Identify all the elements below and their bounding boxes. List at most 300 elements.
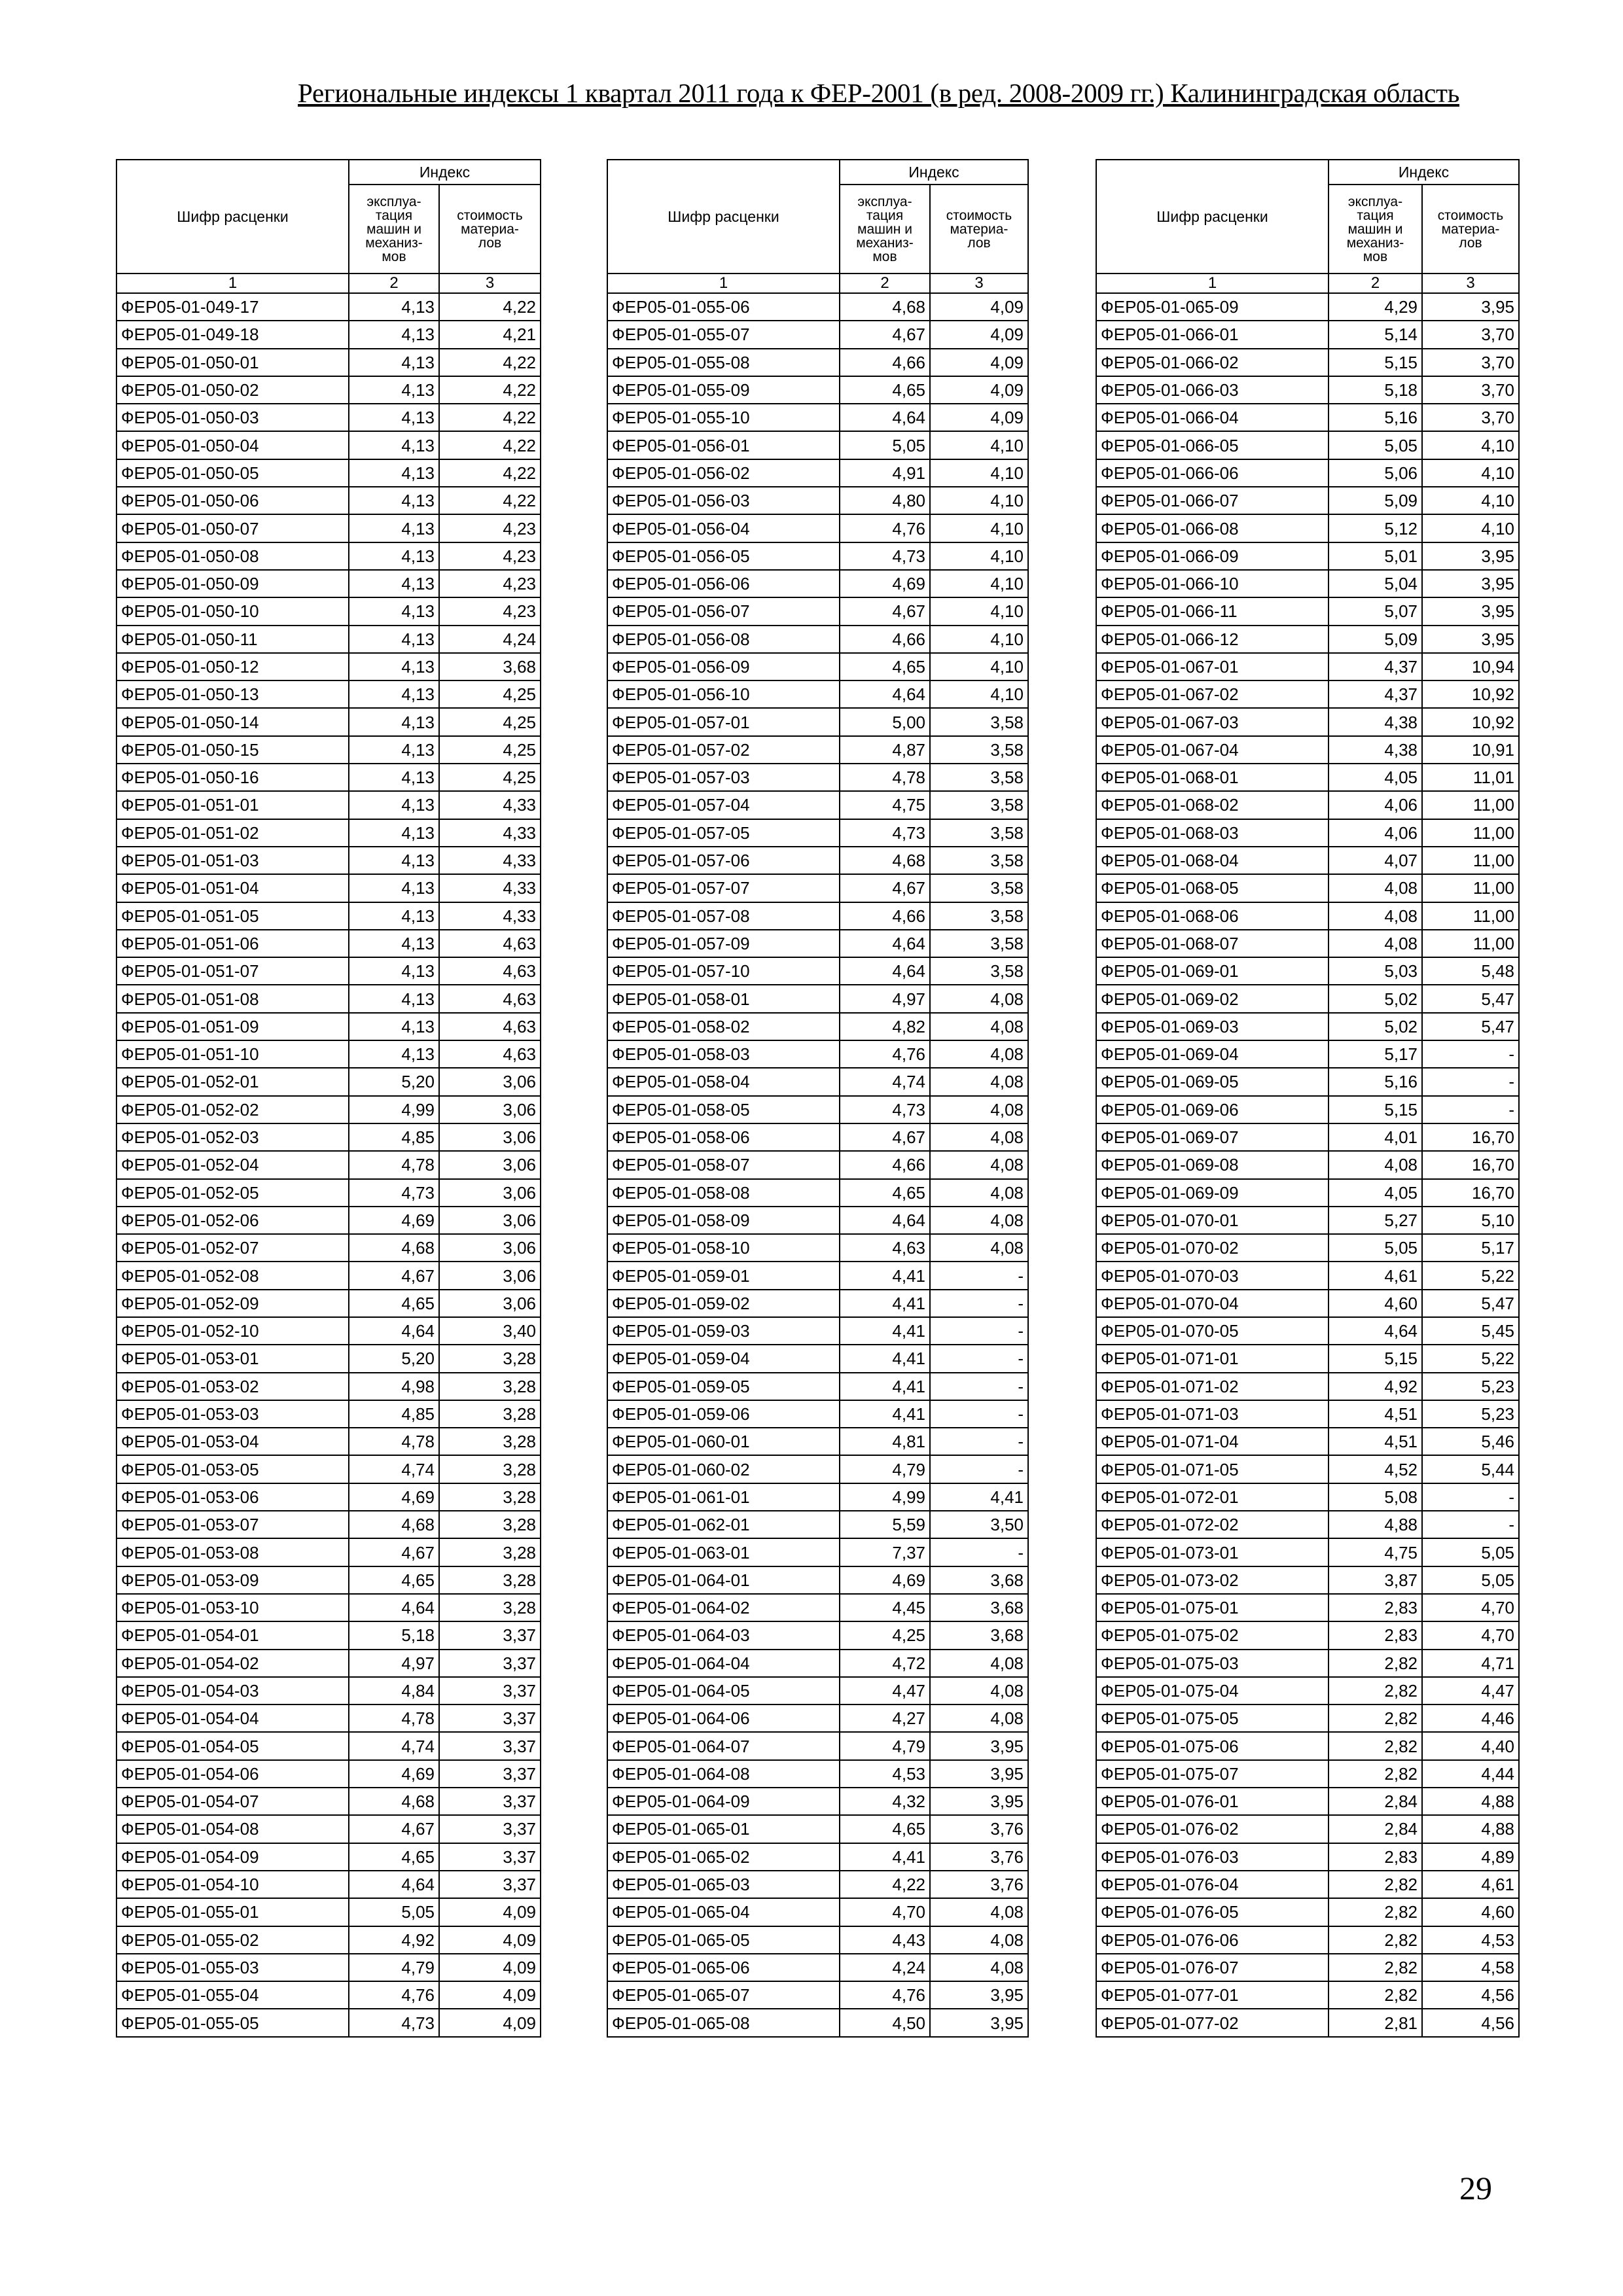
- table-row: [1096, 1871, 1519, 1898]
- machines-index: 4,41: [840, 1262, 930, 1289]
- rate-code: ФЕР05-01-065-01: [607, 1815, 840, 1843]
- table-row: [116, 1455, 541, 1483]
- rate-code: ФЕР05-01-052-04: [116, 1151, 349, 1178]
- materials-index: 3,95: [1422, 293, 1519, 321]
- table-row: [607, 1926, 1028, 1954]
- table-row: [607, 293, 1028, 321]
- rate-code: ФЕР05-01-052-06: [116, 1207, 349, 1234]
- table-row: [116, 1179, 541, 1207]
- table-row: [1096, 1732, 1519, 1759]
- rate-code: ФЕР05-01-070-02: [1096, 1234, 1329, 1262]
- materials-index: 10,91: [1422, 736, 1519, 764]
- machines-index: 4,50: [840, 2009, 930, 2036]
- machines-index: 4,69: [349, 1207, 439, 1234]
- table-row: [116, 1871, 541, 1898]
- machines-index: 4,24: [840, 1954, 930, 1981]
- materials-index: 3,68: [930, 1621, 1028, 1649]
- machines-index: 4,13: [349, 514, 439, 542]
- rate-code: ФЕР05-01-066-02: [1096, 349, 1329, 376]
- rate-code: ФЕР05-01-077-02: [1096, 2009, 1329, 2036]
- table-row: [607, 1207, 1028, 1234]
- table-row: [1096, 1760, 1519, 1788]
- materials-index: 4,08: [930, 1068, 1028, 1095]
- table-row: [116, 1013, 541, 1040]
- machines-index: 4,68: [349, 1234, 439, 1262]
- table-row: [116, 1262, 541, 1289]
- rate-code: ФЕР05-01-066-01: [1096, 321, 1329, 348]
- rate-code: ФЕР05-01-054-06: [116, 1760, 349, 1788]
- machines-index: 5,17: [1329, 1040, 1422, 1068]
- table-row: [116, 1760, 541, 1788]
- machines-index: 4,65: [349, 1566, 439, 1594]
- materials-index: 3,06: [439, 1290, 541, 1317]
- rate-code: ФЕР05-01-076-07: [1096, 1954, 1329, 1981]
- materials-index: 3,06: [439, 1068, 541, 1095]
- table-row: [1096, 459, 1519, 487]
- materials-index: 3,37: [439, 1871, 541, 1898]
- materials-index: 5,22: [1422, 1345, 1519, 1372]
- rate-code: ФЕР05-01-076-03: [1096, 1843, 1329, 1871]
- rate-code: ФЕР05-01-059-04: [607, 1345, 840, 1372]
- machines-index: 4,41: [840, 1400, 930, 1428]
- materials-index: -: [930, 1317, 1028, 1345]
- materials-index: 4,10: [930, 487, 1028, 514]
- materials-index: 3,37: [439, 1650, 541, 1677]
- machines-index: 4,13: [349, 349, 439, 376]
- machines-index: 4,91: [840, 459, 930, 487]
- machines-index: 4,13: [349, 404, 439, 431]
- table-row: [1096, 487, 1519, 514]
- rate-code: ФЕР05-01-064-08: [607, 1760, 840, 1788]
- materials-index: 3,58: [930, 874, 1028, 902]
- rate-code: ФЕР05-01-065-06: [607, 1954, 840, 1981]
- table-row: [607, 1345, 1028, 1372]
- table-row: [116, 514, 541, 542]
- materials-index: 4,89: [1422, 1843, 1519, 1871]
- materials-index: 3,37: [439, 1843, 541, 1871]
- table-row: [116, 1926, 541, 1954]
- materials-index: 3,76: [930, 1871, 1028, 1898]
- table-row: [116, 1621, 541, 1649]
- machines-index: 5,07: [1329, 597, 1422, 625]
- materials-index: 3,06: [439, 1179, 541, 1207]
- machines-index: 4,65: [840, 1815, 930, 1843]
- table-row: [607, 1898, 1028, 1926]
- table-row: [1096, 1843, 1519, 1871]
- table-row: [1096, 1262, 1519, 1289]
- machines-index: 2,82: [1329, 1954, 1422, 1981]
- materials-index: 4,40: [1422, 1732, 1519, 1759]
- materials-index: 5,05: [1422, 1538, 1519, 1566]
- rate-code: ФЕР05-01-073-01: [1096, 1538, 1329, 1566]
- rate-code: ФЕР05-01-058-08: [607, 1179, 840, 1207]
- table-row: [1096, 1096, 1519, 1123]
- table-row: [1096, 930, 1519, 957]
- rate-code: ФЕР05-01-057-02: [607, 736, 840, 764]
- rate-code: ФЕР05-01-067-04: [1096, 736, 1329, 764]
- materials-index: 3,95: [930, 1981, 1028, 2009]
- materials-index: 4,10: [1422, 431, 1519, 459]
- materials-index: 4,71: [1422, 1650, 1519, 1677]
- machines-index: 4,13: [349, 902, 439, 930]
- table-row: [607, 847, 1028, 874]
- table-row: [607, 1096, 1028, 1123]
- header-code: Шифр расценки: [116, 160, 349, 274]
- table-row: [607, 1843, 1028, 1871]
- materials-index: 4,22: [439, 376, 541, 404]
- rate-code: ФЕР05-01-051-06: [116, 930, 349, 957]
- table-row: [116, 736, 541, 764]
- materials-index: 3,28: [439, 1483, 541, 1511]
- rate-code: ФЕР05-01-050-15: [116, 736, 349, 764]
- materials-index: 3,28: [439, 1428, 541, 1455]
- materials-index: 4,41: [930, 1483, 1028, 1511]
- rate-code: ФЕР05-01-049-17: [116, 293, 349, 321]
- rate-code: ФЕР05-01-067-03: [1096, 708, 1329, 735]
- table-row: [116, 1650, 541, 1677]
- table-row: [1096, 2009, 1519, 2036]
- rate-code: ФЕР05-01-060-01: [607, 1428, 840, 1455]
- machines-index: 4,13: [349, 487, 439, 514]
- table-row: [116, 376, 541, 404]
- materials-index: 3,68: [439, 653, 541, 680]
- rate-code: ФЕР05-01-057-01: [607, 708, 840, 735]
- machines-index: 5,16: [1329, 404, 1422, 431]
- machines-index: 4,69: [840, 1566, 930, 1594]
- materials-index: 3,95: [1422, 570, 1519, 597]
- machines-index: 4,69: [840, 570, 930, 597]
- header-materials: стоимость материа- лов: [1422, 185, 1519, 274]
- materials-index: 3,28: [439, 1345, 541, 1372]
- rate-code: ФЕР05-01-064-01: [607, 1566, 840, 1594]
- table-row: [607, 626, 1028, 653]
- machines-index: 4,64: [840, 1207, 930, 1234]
- table-row: [116, 570, 541, 597]
- machines-index: 2,83: [1329, 1843, 1422, 1871]
- rate-code: ФЕР05-01-063-01: [607, 1538, 840, 1566]
- table-row: [607, 2009, 1028, 2036]
- rate-code: ФЕР05-01-075-06: [1096, 1732, 1329, 1759]
- materials-index: 3,37: [439, 1704, 541, 1732]
- machines-index: 4,65: [840, 376, 930, 404]
- machines-index: 4,88: [1329, 1511, 1422, 1538]
- materials-index: 5,23: [1422, 1373, 1519, 1400]
- materials-index: 4,60: [1422, 1898, 1519, 1926]
- machines-index: 4,73: [840, 819, 930, 847]
- materials-index: 5,47: [1422, 985, 1519, 1012]
- materials-index: 3,37: [439, 1732, 541, 1759]
- machines-index: 4,99: [349, 1096, 439, 1123]
- table-row: [116, 653, 541, 680]
- table-row: [1096, 376, 1519, 404]
- materials-index: 4,33: [439, 874, 541, 902]
- machines-index: 4,73: [840, 1096, 930, 1123]
- rate-code: ФЕР05-01-058-05: [607, 1096, 840, 1123]
- materials-index: 11,00: [1422, 930, 1519, 957]
- machines-index: 4,78: [840, 764, 930, 791]
- machines-index: 4,13: [349, 764, 439, 791]
- machines-index: 4,66: [840, 349, 930, 376]
- machines-index: 4,76: [349, 1981, 439, 2009]
- rate-code: ФЕР05-01-050-16: [116, 764, 349, 791]
- table-row: [607, 819, 1028, 847]
- materials-index: 4,08: [930, 1650, 1028, 1677]
- table-row: [1096, 1483, 1519, 1511]
- materials-index: 3,70: [1422, 321, 1519, 348]
- page-number: 29: [1459, 2170, 1492, 2206]
- rate-code: ФЕР05-01-057-03: [607, 764, 840, 791]
- machines-index: 4,13: [349, 847, 439, 874]
- rate-code: ФЕР05-01-051-03: [116, 847, 349, 874]
- rate-code: ФЕР05-01-049-18: [116, 321, 349, 348]
- table-row: [607, 902, 1028, 930]
- rate-code: ФЕР05-01-057-10: [607, 957, 840, 985]
- materials-index: 4,22: [439, 431, 541, 459]
- rate-code: ФЕР05-01-053-01: [116, 1345, 349, 1372]
- rate-code: ФЕР05-01-064-02: [607, 1594, 840, 1621]
- machines-index: 7,37: [840, 1538, 930, 1566]
- materials-index: 4,22: [439, 349, 541, 376]
- materials-index: 4,61: [1422, 1871, 1519, 1898]
- materials-index: 4,10: [1422, 487, 1519, 514]
- table-row: [116, 1954, 541, 1981]
- machines-index: 4,79: [840, 1455, 930, 1483]
- materials-index: 4,33: [439, 902, 541, 930]
- machines-index: 4,37: [1329, 680, 1422, 708]
- table-row: [116, 1317, 541, 1345]
- rate-code: ФЕР05-01-075-01: [1096, 1594, 1329, 1621]
- rate-code: ФЕР05-01-076-02: [1096, 1815, 1329, 1843]
- rate-code: ФЕР05-01-057-06: [607, 847, 840, 874]
- materials-index: -: [930, 1373, 1028, 1400]
- rate-code: ФЕР05-01-061-01: [607, 1483, 840, 1511]
- materials-index: 4,09: [439, 2009, 541, 2036]
- machines-index: 2,84: [1329, 1788, 1422, 1815]
- materials-index: 3,37: [439, 1677, 541, 1704]
- machines-index: 4,38: [1329, 736, 1422, 764]
- rate-code: ФЕР05-01-050-09: [116, 570, 349, 597]
- materials-index: 4,53: [1422, 1926, 1519, 1954]
- machines-index: 4,37: [1329, 653, 1422, 680]
- rate-code: ФЕР05-01-071-05: [1096, 1455, 1329, 1483]
- rate-code: ФЕР05-01-052-05: [116, 1179, 349, 1207]
- machines-index: 4,08: [1329, 1151, 1422, 1178]
- materials-index: 3,70: [1422, 349, 1519, 376]
- materials-index: 3,37: [439, 1815, 541, 1843]
- table-row: [607, 487, 1028, 514]
- machines-index: 4,98: [349, 1373, 439, 1400]
- machines-index: 4,38: [1329, 708, 1422, 735]
- table-row: [116, 1234, 541, 1262]
- machines-index: 4,92: [1329, 1373, 1422, 1400]
- rate-code: ФЕР05-01-075-03: [1096, 1650, 1329, 1677]
- header-num-2: 2: [349, 274, 439, 293]
- table-row: [116, 1428, 541, 1455]
- table-row: [116, 847, 541, 874]
- table-row: [116, 2009, 541, 2036]
- table-row: [116, 764, 541, 791]
- table-row: [607, 1677, 1028, 1704]
- rate-code: ФЕР05-01-058-01: [607, 985, 840, 1012]
- materials-index: 3,95: [930, 2009, 1028, 2036]
- table-row: [1096, 542, 1519, 570]
- rate-code: ФЕР05-01-051-07: [116, 957, 349, 985]
- table-row: [1096, 985, 1519, 1012]
- machines-index: 5,06: [1329, 459, 1422, 487]
- rate-code: ФЕР05-01-060-02: [607, 1455, 840, 1483]
- rate-code: ФЕР05-01-069-06: [1096, 1096, 1329, 1123]
- machines-index: 4,64: [1329, 1317, 1422, 1345]
- materials-index: 4,23: [439, 597, 541, 625]
- materials-index: 4,63: [439, 985, 541, 1012]
- materials-index: 3,58: [930, 708, 1028, 735]
- table-row: [607, 930, 1028, 957]
- materials-index: 3,40: [439, 1317, 541, 1345]
- machines-index: 4,72: [840, 1650, 930, 1677]
- machines-index: 4,67: [349, 1538, 439, 1566]
- machines-index: 4,13: [349, 542, 439, 570]
- table-row: [116, 819, 541, 847]
- table-row: [607, 1483, 1028, 1511]
- machines-index: 4,08: [1329, 874, 1422, 902]
- rate-code: ФЕР05-01-067-01: [1096, 653, 1329, 680]
- materials-index: -: [930, 1455, 1028, 1483]
- table-row: [607, 1594, 1028, 1621]
- rate-code: ФЕР05-01-069-05: [1096, 1068, 1329, 1095]
- materials-index: 4,25: [439, 736, 541, 764]
- header-machines: эксплуа- тация машин и механиз- мов: [1329, 185, 1422, 274]
- materials-index: -: [1422, 1068, 1519, 1095]
- machines-index: 5,05: [349, 1898, 439, 1926]
- materials-index: 5,47: [1422, 1290, 1519, 1317]
- materials-index: 5,47: [1422, 1013, 1519, 1040]
- materials-index: 3,95: [1422, 626, 1519, 653]
- table-row: [116, 708, 541, 735]
- rate-code: ФЕР05-01-053-06: [116, 1483, 349, 1511]
- materials-index: 4,08: [930, 1179, 1028, 1207]
- rate-code: ФЕР05-01-052-09: [116, 1290, 349, 1317]
- rate-code: ФЕР05-01-056-06: [607, 570, 840, 597]
- table-row: [1096, 514, 1519, 542]
- machines-index: 4,68: [349, 1788, 439, 1815]
- table-row: [1096, 1538, 1519, 1566]
- rate-code: ФЕР05-01-070-04: [1096, 1290, 1329, 1317]
- table-row: [1096, 1068, 1519, 1095]
- materials-index: 4,63: [439, 1040, 541, 1068]
- machines-index: 4,61: [1329, 1262, 1422, 1289]
- rate-code: ФЕР05-01-050-03: [116, 404, 349, 431]
- table-row: [116, 1096, 541, 1123]
- machines-index: 4,13: [349, 626, 439, 653]
- page-title: Региональные индексы 1 квартал 2011 года к ФЕР-2001 (в ред. 2008-2009 гг.) Калининградская область: [298, 78, 1459, 108]
- machines-index: 4,64: [349, 1317, 439, 1345]
- machines-index: 4,51: [1329, 1428, 1422, 1455]
- table-row: [116, 1400, 541, 1428]
- index-table-2: [607, 159, 1029, 2038]
- rate-code: ФЕР05-01-069-04: [1096, 1040, 1329, 1068]
- machines-index: 4,07: [1329, 847, 1422, 874]
- materials-index: 4,33: [439, 819, 541, 847]
- table-row: [116, 626, 541, 653]
- rate-code: ФЕР05-01-069-03: [1096, 1013, 1329, 1040]
- rate-code: ФЕР05-01-054-08: [116, 1815, 349, 1843]
- materials-index: 3,28: [439, 1373, 541, 1400]
- machines-index: 4,13: [349, 321, 439, 348]
- materials-index: 3,95: [930, 1788, 1028, 1815]
- machines-index: 4,13: [349, 597, 439, 625]
- rate-code: ФЕР05-01-050-14: [116, 708, 349, 735]
- machines-index: 4,84: [349, 1677, 439, 1704]
- materials-index: 4,10: [930, 597, 1028, 625]
- materials-index: 4,08: [930, 1898, 1028, 1926]
- table-row: [116, 1345, 541, 1372]
- rate-code: ФЕР05-01-057-05: [607, 819, 840, 847]
- table-row: [1096, 1040, 1519, 1068]
- table-row: [607, 1400, 1028, 1428]
- table-row: [607, 542, 1028, 570]
- rate-code: ФЕР05-01-066-06: [1096, 459, 1329, 487]
- machines-index: 4,67: [840, 321, 930, 348]
- rate-code: ФЕР05-01-052-10: [116, 1317, 349, 1345]
- machines-index: 5,02: [1329, 985, 1422, 1012]
- rate-code: ФЕР05-01-071-01: [1096, 1345, 1329, 1372]
- materials-index: 4,33: [439, 791, 541, 819]
- rate-code: ФЕР05-01-055-01: [116, 1898, 349, 1926]
- materials-index: 4,08: [930, 1704, 1028, 1732]
- table-row: [607, 957, 1028, 985]
- materials-index: 4,44: [1422, 1760, 1519, 1788]
- rate-code: ФЕР05-01-051-10: [116, 1040, 349, 1068]
- rate-code: ФЕР05-01-069-07: [1096, 1123, 1329, 1151]
- machines-index: 4,75: [840, 791, 930, 819]
- table-row: [1096, 1455, 1519, 1483]
- table-row: [1096, 321, 1519, 348]
- materials-index: 3,28: [439, 1511, 541, 1538]
- table-row: [607, 570, 1028, 597]
- rate-code: ФЕР05-01-064-05: [607, 1677, 840, 1704]
- materials-index: 5,05: [1422, 1566, 1519, 1594]
- rate-code: ФЕР05-01-050-12: [116, 653, 349, 680]
- materials-index: 4,70: [1422, 1594, 1519, 1621]
- table-row: [607, 736, 1028, 764]
- table-row: [607, 431, 1028, 459]
- materials-index: 3,50: [930, 1511, 1028, 1538]
- machines-index: 2,82: [1329, 1704, 1422, 1732]
- rate-code: ФЕР05-01-050-11: [116, 626, 349, 653]
- machines-index: 5,15: [1329, 1345, 1422, 1372]
- table-row: [116, 1704, 541, 1732]
- rate-code: ФЕР05-01-053-02: [116, 1373, 349, 1400]
- machines-index: 4,99: [840, 1483, 930, 1511]
- materials-index: 16,70: [1422, 1179, 1519, 1207]
- materials-index: 11,01: [1422, 764, 1519, 791]
- rate-code: ФЕР05-01-076-04: [1096, 1871, 1329, 1898]
- table-row: [1096, 1373, 1519, 1400]
- table-row: [1096, 736, 1519, 764]
- materials-index: 4,25: [439, 708, 541, 735]
- rate-code: ФЕР05-01-053-08: [116, 1538, 349, 1566]
- machines-index: 4,13: [349, 570, 439, 597]
- materials-index: 4,08: [930, 1677, 1028, 1704]
- rate-code: ФЕР05-01-075-05: [1096, 1704, 1329, 1732]
- machines-index: 4,52: [1329, 1455, 1422, 1483]
- table-row: [607, 1262, 1028, 1289]
- machines-index: 5,08: [1329, 1483, 1422, 1511]
- machines-index: 4,74: [349, 1732, 439, 1759]
- table-row: [607, 985, 1028, 1012]
- rate-code: ФЕР05-01-052-08: [116, 1262, 349, 1289]
- machines-index: 4,13: [349, 1040, 439, 1068]
